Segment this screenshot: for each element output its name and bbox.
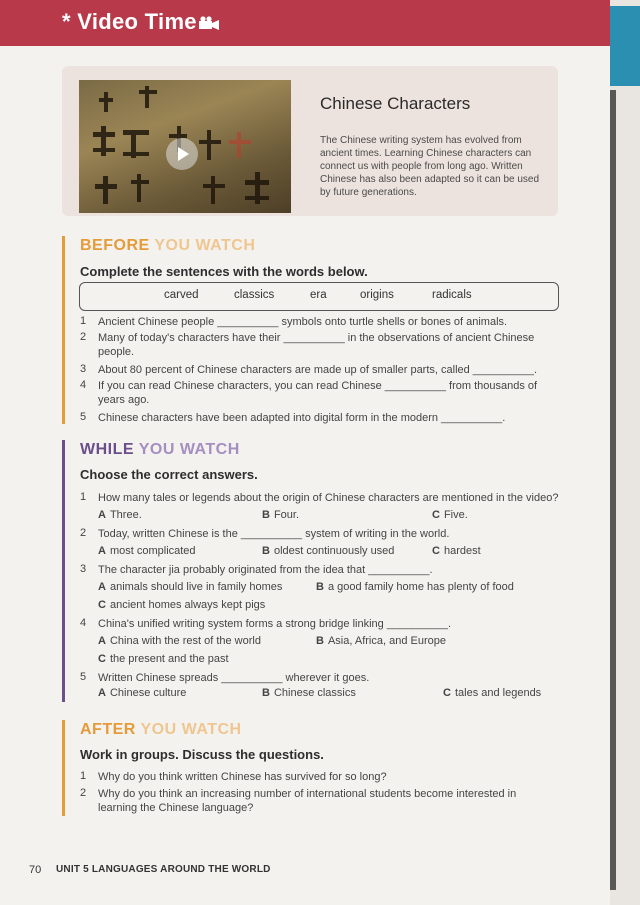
- after-heading: [80, 721, 242, 739]
- after-heading-light: YOU WATCH: [135, 721, 242, 738]
- answer-option[interactable]: [316, 581, 514, 593]
- option-letter: A: [98, 635, 106, 647]
- answer-option[interactable]: [98, 599, 265, 611]
- option-text: Five.: [443, 509, 468, 521]
- option-text: oldest continuously used: [273, 545, 395, 557]
- answer-option[interactable]: [98, 653, 229, 665]
- option-letter: C: [98, 599, 106, 611]
- page-number: 70: [29, 864, 42, 876]
- answer-option[interactable]: [262, 687, 356, 699]
- while-heading-strong: WHILE: [80, 441, 135, 458]
- while-heading: [80, 441, 240, 459]
- word-bank-item: radicals: [432, 289, 472, 301]
- option-text: animals should live in family homes: [109, 581, 283, 593]
- answer-option[interactable]: [98, 687, 186, 699]
- video-camera-icon: [199, 16, 219, 30]
- option-text: Four.: [273, 509, 300, 521]
- answer-option[interactable]: [443, 687, 541, 699]
- before-item-number: 5: [80, 411, 87, 423]
- option-letter: B: [316, 581, 324, 593]
- answer-option[interactable]: [98, 545, 196, 557]
- before-heading: [80, 237, 255, 255]
- before-item-text: people.: [98, 346, 135, 358]
- after-item-text: Why do you think written Chinese has survived for so long?: [98, 771, 387, 783]
- before-item-text: If you can read Chinese characters, you can read Chinese __________ from thousands of: [98, 380, 538, 392]
- word-bank-item: era: [310, 289, 327, 301]
- before-item-number: 2: [80, 331, 87, 343]
- while-question: The character jia probably originated from the idea that __________.: [98, 564, 433, 576]
- word-bank-item: origins: [360, 289, 394, 301]
- option-text: Chinese classics: [273, 687, 356, 699]
- while-section-bar: [62, 440, 65, 702]
- header-title: * Video Time: [62, 9, 197, 34]
- option-letter: B: [262, 509, 270, 521]
- while-question: China's unified writing system forms a strong bridge linking __________.: [98, 618, 452, 630]
- before-instruction: Complete the sentences with the words below.: [80, 264, 368, 279]
- option-letter: A: [98, 545, 106, 557]
- after-item-text: Why do you think an increasing number of international students become interested in: [98, 788, 517, 800]
- word-bank-item: classics: [234, 289, 275, 301]
- option-letter: C: [443, 687, 451, 699]
- before-heading-light: YOU WATCH: [149, 237, 256, 254]
- option-letter: B: [262, 687, 270, 699]
- before-item-number: 3: [80, 363, 87, 375]
- option-text: ancient homes always kept pigs: [109, 599, 266, 611]
- option-letter: B: [316, 635, 324, 647]
- before-heading-strong: BEFORE: [80, 237, 150, 254]
- after-item-text: learning the Chinese language?: [98, 802, 254, 814]
- after-heading-strong: AFTER: [80, 721, 136, 738]
- answer-option[interactable]: [98, 581, 282, 593]
- option-text: Chinese culture: [109, 687, 187, 699]
- while-heading-light: YOU WATCH: [134, 441, 240, 458]
- after-item-number: 1: [80, 770, 87, 782]
- option-text: Three.: [109, 509, 142, 521]
- video-description: The Chinese writing system has evolved from ancient times. Learning Chinese characters can connect us with people from long ago. Written Chinese has also been adapted so it can be used by future generations.: [320, 135, 540, 198]
- unit-tab: [610, 6, 640, 86]
- option-text: most complicated: [109, 545, 196, 557]
- answer-option[interactable]: [98, 635, 261, 647]
- option-text: China with the rest of the world: [109, 635, 261, 647]
- option-letter: A: [98, 581, 106, 593]
- option-text: hardest: [443, 545, 481, 557]
- answer-option[interactable]: [98, 509, 142, 521]
- option-letter: A: [98, 687, 106, 699]
- while-item-number: 5: [80, 671, 87, 683]
- unit-title: UNIT 5 LANGUAGES AROUND THE WORLD: [56, 864, 271, 875]
- before-item-text: Ancient Chinese people __________ symbols onto turtle shells or bones of animals.: [98, 316, 508, 328]
- option-letter: C: [432, 509, 440, 521]
- while-item-number: 2: [80, 527, 87, 539]
- while-instruction: Choose the correct answers.: [80, 467, 258, 482]
- answer-option[interactable]: [262, 509, 299, 521]
- book-spine: [610, 90, 616, 890]
- answer-option[interactable]: [316, 635, 446, 647]
- video-title: Chinese Characters: [320, 94, 471, 113]
- while-question: How many tales or legends about the origin of Chinese characters are mentioned in the video?: [98, 492, 559, 504]
- while-item-number: 1: [80, 491, 87, 503]
- before-item-text: years ago.: [98, 394, 150, 406]
- answer-option[interactable]: [262, 545, 394, 557]
- after-instruction: Work in groups. Discuss the questions.: [80, 747, 324, 762]
- while-item-number: 4: [80, 617, 87, 629]
- option-text: tales and legends: [454, 687, 542, 699]
- option-text: a good family home has plenty of food: [327, 581, 514, 593]
- option-letter: C: [432, 545, 440, 557]
- before-item-text: Chinese characters have been adapted into digital form in the modern __________.: [98, 412, 506, 424]
- option-text: Asia, Africa, and Europe: [327, 635, 446, 647]
- before-section-bar: [62, 236, 65, 424]
- answer-option[interactable]: [432, 509, 468, 521]
- option-text: the present and the past: [109, 653, 229, 665]
- while-question: Today, written Chinese is the __________ system of writing in the world.: [98, 528, 450, 540]
- before-item-number: 4: [80, 379, 87, 391]
- while-question: Written Chinese spreads __________ wherever it goes.: [98, 672, 370, 684]
- before-item-text: Many of today's characters have their __________ in the observations of ancient Chinese: [98, 332, 535, 344]
- video-time-header: [0, 0, 610, 46]
- option-letter: B: [262, 545, 270, 557]
- before-item-text: About 80 percent of Chinese characters are made up of smaller parts, called __________.: [98, 364, 538, 376]
- answer-option[interactable]: [432, 545, 481, 557]
- play-icon[interactable]: [178, 147, 189, 161]
- before-item-number: 1: [80, 315, 87, 327]
- word-bank-item: carved: [164, 289, 199, 301]
- while-item-number: 3: [80, 563, 87, 575]
- after-item-number: 2: [80, 787, 87, 799]
- after-section-bar: [62, 720, 65, 816]
- option-letter: A: [98, 509, 106, 521]
- option-letter: C: [98, 653, 106, 665]
